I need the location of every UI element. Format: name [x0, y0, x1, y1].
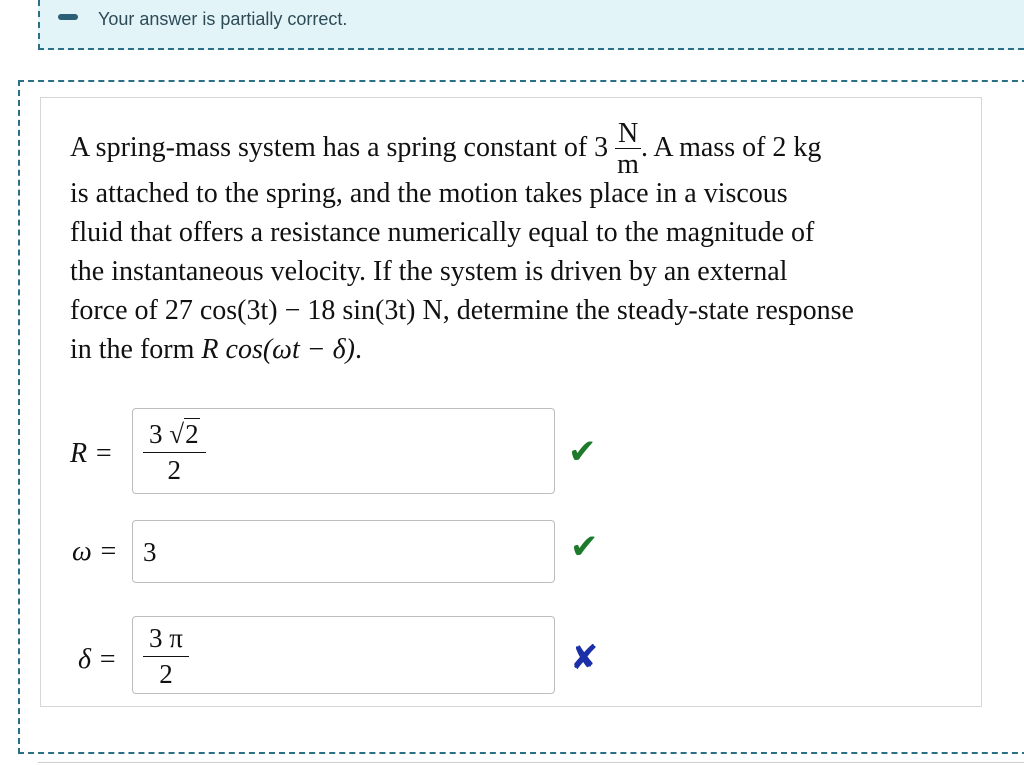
problem-line-1: [70, 118, 970, 180]
problem-line-2: is attached to the spring, and the motion takes place in a viscous: [70, 178, 788, 209]
cross-icon: ✘: [570, 638, 599, 678]
check-icon: ✔: [570, 527, 599, 567]
problem-line-3: fluid that offers a resistance numerically equal to the magnitude of: [70, 217, 815, 248]
feedback-banner: [38, 0, 1024, 50]
problem-text: A spring-mass system has a spring constant of 3: [70, 131, 609, 163]
response-form: R cos(ωt − δ): [201, 334, 355, 365]
minus-icon: [58, 14, 78, 20]
omega-answer-field[interactable]: [132, 520, 555, 583]
r-label: R =: [70, 438, 113, 469]
omega-answer-value: 3: [143, 537, 157, 567]
check-icon: ✔: [568, 432, 597, 472]
problem-line-4: the instantaneous velocity. If the system is driven by an external: [70, 256, 788, 287]
delta-label: δ =: [78, 644, 117, 675]
delta-answer-field[interactable]: [132, 616, 555, 694]
problem-line-6: in the form R cos(ωt − δ).: [70, 334, 362, 365]
delta-answer-fraction: $\frac{3 \pi}{2}$: [143, 625, 189, 688]
problem-line-5: force of 27 cos(3t) − 18 sin(3t) N, determine the steady-state response: [70, 295, 854, 326]
r-answer-field[interactable]: [132, 408, 555, 494]
problem-text: . A mass of 2 kg: [640, 131, 822, 163]
feedback-message: Your answer is partially correct.: [98, 9, 348, 29]
unit-fraction: $\frac{N}{m}$: [617, 118, 639, 180]
divider: [38, 762, 1024, 763]
r-answer-fraction: $\frac{3 √2}{2}$: [143, 421, 206, 484]
omega-label: ω =: [72, 536, 118, 567]
problem-statement: [70, 120, 970, 369]
